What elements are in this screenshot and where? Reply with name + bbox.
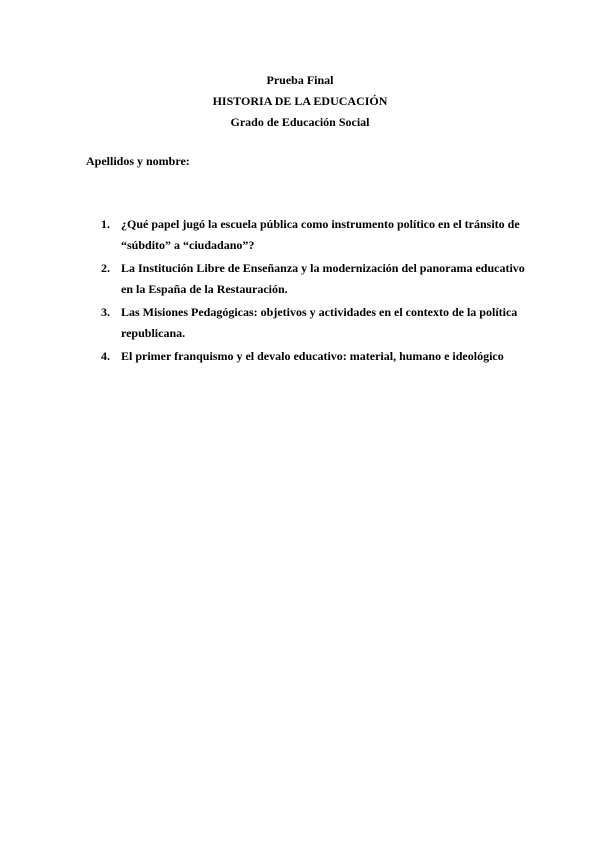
question-text: La Institución Libre de Enseñanza y la modernización del panorama educativo en la España de la Restauración.	[121, 261, 525, 296]
question-item	[86, 346, 526, 367]
question-text: ¿Qué papel jugó la escuela pública como instrumento político en el tránsito de “súbdito” a “ciudadano”?	[121, 217, 520, 252]
question-number: 2.	[101, 261, 110, 275]
degree-title: Grado de Educación Social	[230, 115, 370, 129]
question-number: 4.	[101, 349, 110, 363]
question-item	[86, 258, 526, 300]
course-title: HISTORIA DE LA EDUCACIÓN	[212, 94, 388, 108]
document-header	[0, 70, 600, 133]
question-text: Las Misiones Pedagógicas: objetivos y actividades en el contexto de la política republicana.	[121, 305, 518, 340]
question-number: 1.	[101, 217, 110, 231]
question-number: 3.	[101, 305, 110, 319]
question-item	[86, 214, 526, 256]
question-text: El primer franquismo y el devalo educativo: material, humano e ideológico	[121, 349, 504, 363]
question-list	[86, 214, 526, 369]
student-name-label: Apellidos y nombre:	[86, 154, 190, 168]
exam-title: Prueba Final	[266, 73, 334, 87]
question-item	[86, 302, 526, 344]
